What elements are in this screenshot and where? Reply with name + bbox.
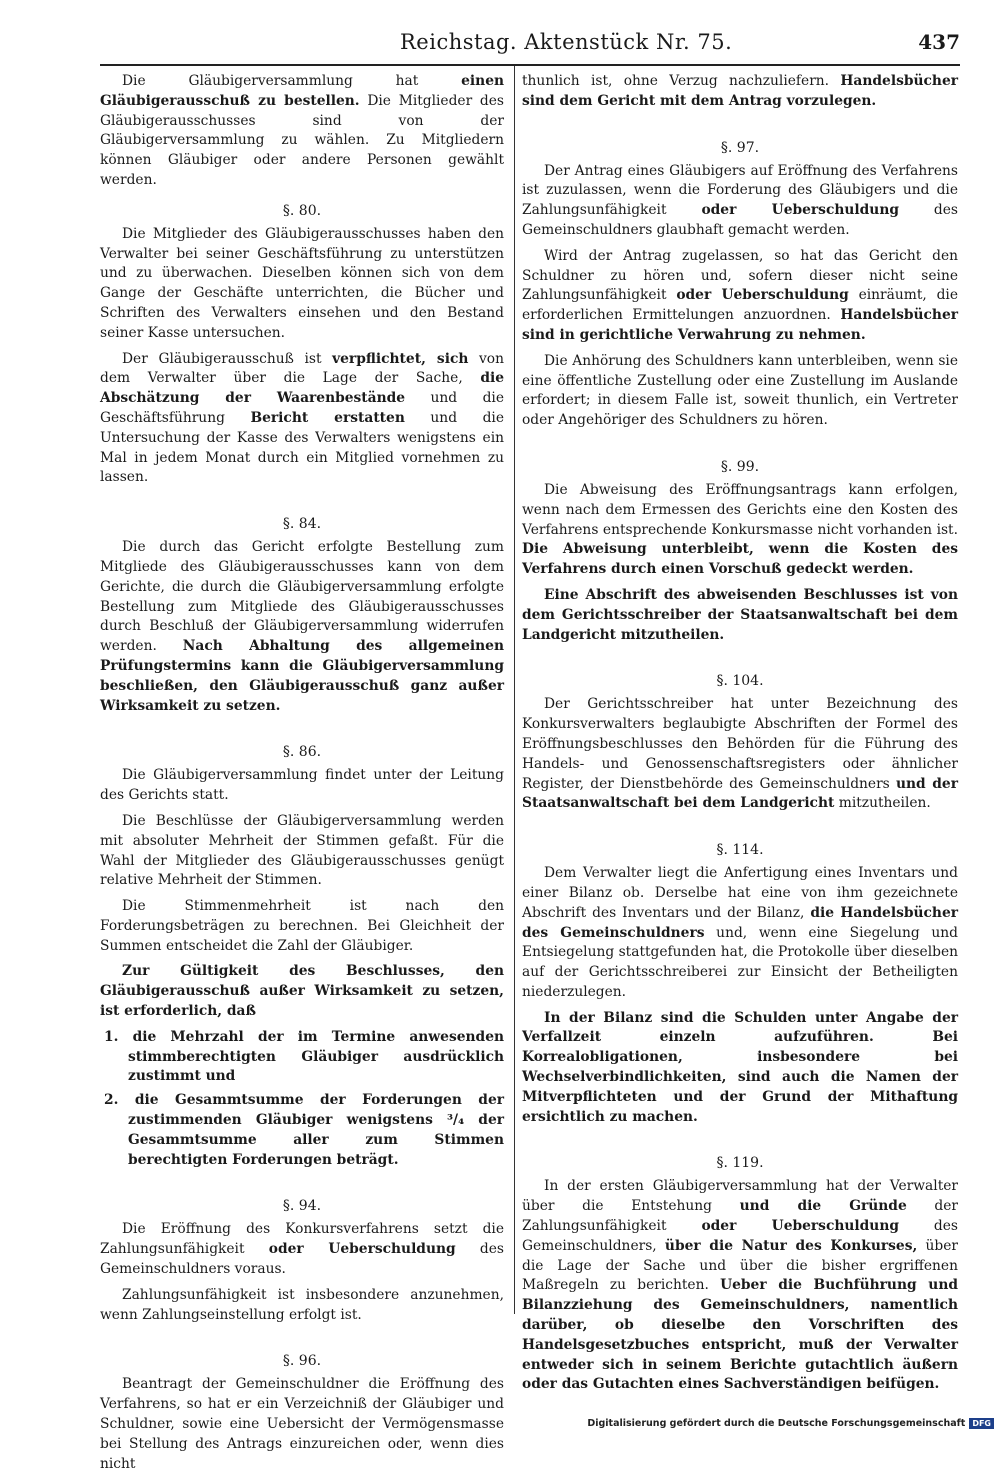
list-item: 2. die Gesammtsumme der Forderungen der zustimmenden Gläubiger wenigstens ³/₄ der Gesammtsumme aller zum Stimmen berechtigten Forderungen beträgt. (104, 1092, 504, 1168)
paragraph: Die Anhörung des Schuldners kann unterbleiben, wenn sie eine öffentliche Zustellung oder eine Zustellung im Auslande erfordert; in diesem Falle ist, soweit thunlich, ein Vertreter oder Angehöriger des Schuldners zu hören. (522, 352, 958, 429)
running-title: Reichstag. Aktenstück Nr. 75. (400, 30, 733, 54)
paragraph: Wird der Antrag zugelassen, so hat das Gericht den Schuldner zu hören und, sofern dieser nicht seine Zahlungsunfähigkeit oder Ueberschuldung einräumt, die erforderlichen Ermittelungen anzuordnen. Handelsbücher sind in gerichtliche Verwahrung zu nehmen. (522, 247, 958, 343)
header-rule (100, 64, 960, 66)
paragraph: Die Beschlüsse der Gläubigerversammlung werden mit absoluter Mehrheit der Stimmen gefaßt. Für die Wahl der Mitglieder des Gläubigerausschusses genügt relative Mehrheit der Stimmen. (100, 812, 504, 889)
paragraph: Die durch das Gericht erfolgte Bestellung zum Mitgliede des Gläubigerausschusses kann von dem Gerichte, die durch die Gläubigerversammlung erfolgte Bestellung zum Mitgliede des Gläubigerausschusses durch Beschluß der Gläubigerversammlung widerrufen werden. Nach Abhaltung des allgemeinen Prüfungstermins kann die Gläubigerversammlung beschließen, den Gläubigerausschuß ganz außer Wirksamkeit zu setzen. (100, 539, 504, 714)
paragraph: thunlich ist, ohne Verzug nachzuliefern. Handelsbücher sind dem Gericht mit dem Antrag vorzulegen. (522, 73, 958, 109)
paragraph: Zur Gültigkeit des Beschlusses, den Gläubigerausschuß außer Wirksamkeit zu setzen, ist erforderlich, daß (100, 963, 504, 1020)
paragraph: Beantragt der Gemeinschuldner die Eröffnung des Verfahrens, so hat er ein Verzeichniß der Gläubiger und Schuldner, sowie eine Uebersicht der Vermögensmasse bei Stellung des Antrags einzureichen oder, wenn dies nicht (100, 1376, 504, 1472)
section-heading-99: §. 99. (720, 458, 760, 475)
section-heading-119: §. 119. (716, 1155, 764, 1172)
paragraph: Die Gläubigerversammlung findet unter der Leitung des Gerichts statt. (100, 767, 504, 804)
section-heading-80: §. 80. (282, 202, 322, 219)
section-heading-114: §. 114. (716, 842, 764, 859)
paragraph: Der Gläubigerausschuß ist verpflichtet, sich von dem Verwalter über die Lage der Sache, die Abschätzung der Waarenbestände und die Geschäftsführung Bericht erstatten und die Untersuchung der Kasse des Verwalters wenigstens ein Mal in jedem Monat durch ein Mitglied vornehmen zu lassen. (100, 350, 504, 486)
list-item: 1. die Mehrzahl der im Termine anwesenden stimmberechtigten Gläubiger ausdrücklich zustimmt und (104, 1028, 504, 1085)
paragraph: In der ersten Gläubigerversammlung hat der Verwalter über die Entstehung und die Gründe der Zahlungsunfähigkeit oder Ueberschuldung des Gemeinschuldners, über die Natur des Konkurses, über die Lage der Sache und über die bisher ergriffenen Maßregeln zu berichten. Ueber die Buchführung und Bilanzziehung des Gemeinschuldners, namentlich darüber, ob dieselbe den Vorschriften des Handelsgesetzbuches entspricht, muß der Verwalter entweder sich in seinem Berichte gutachtlich äußern oder das Gutachten eines Sachverständigen beifügen. (522, 1178, 959, 1393)
paragraph: Die Abweisung des Eröffnungsantrags kann erfolgen, wenn nach dem Ermessen des Gerichts eine den Kosten des Verfahrens entsprechende Konkursmasse nicht vorhanden ist. Die Abweisung unterbleibt, wenn die Kosten des Verfahrens durch einen Vorschuß gedeckt werden. (522, 481, 958, 578)
section-heading-84: §. 84. (282, 516, 322, 533)
paragraph: Eine Abschrift des abweisenden Beschlusses ist von dem Gerichtsschreiber der Staatsanwaltschaft bei dem Landgericht mitzutheilen. (522, 586, 958, 643)
page-header (100, 30, 960, 62)
right-column (522, 72, 958, 1401)
dfg-logo-icon: DFG (969, 1418, 994, 1429)
section-heading-104: §. 104. (716, 673, 764, 690)
paragraph: Dem Verwalter liegt die Anfertigung eines Inventars und einer Bilanz ob. Derselbe hat eine von ihm gezeichnete Abschrift des Inventars und der Bilanz, die Handelsbücher des Gemeinschuldners und, wenn eine Siegelung und Entsiegelung stattgefunden hat, die Protokolle über dieselben auf der Gerichtsschreiberei zur Einsicht der Betheiligten niederzulegen. (522, 865, 958, 1000)
condition-list (100, 1028, 504, 1171)
section-heading-86: §. 86. (282, 744, 322, 761)
section-heading-97: §. 97. (720, 139, 760, 156)
paragraph: Die Stimmenmehrheit ist nach den Forderungsbeträgen zu berechnen. Bei Gleichheit der Summen entscheidet die Zahl der Gläubiger. (100, 898, 504, 954)
section-heading-94: §. 94. (282, 1198, 322, 1215)
paragraph: Die Mitglieder des Gläubigerausschusses haben den Verwalter bei seiner Geschäftsführung zu unterstützen und zu überwachen. Dieselben können sich von dem Gange der Geschäfte unterrichten, die Bücher und Schriften des Verwalters einsehen und den Bestand seiner Kasse untersuchen. (100, 225, 504, 341)
paragraph: Die Gläubigerversammlung hat einen Gläubigerausschuß zu bestellen. Die Mitglieder des Gläubigerausschusses sind von der Gläubigerversammlung zu wählen. Zu Mitgliedern können Gläubiger oder andere Personen gewählt werden. (100, 73, 504, 188)
page-number: 437 (918, 30, 960, 54)
paragraph: In der Bilanz sind die Schulden unter Angabe der Verfallzeit einzeln aufzuführen. Bei Korrealobligationen, insbesondere bei Wechselverbindlichkeiten, sind auch die Namen der Mitverpflichteten und der Grund der Mithaftung ersichtlich zu machen. (522, 1009, 958, 1125)
section-heading-96: §. 96. (282, 1353, 322, 1370)
footer-text: Digitalisierung gefördert durch die Deutsche Forschungsgemeinschaft (587, 1418, 966, 1429)
column-divider (514, 66, 515, 1314)
left-column (100, 72, 504, 1480)
paragraph: Der Gerichtsschreiber hat unter Bezeichnung des Konkursverwalters beglaubigte Abschriften der Formel des Eröffnungsbeschlusses den Behörden für die Führung des Handels- und Genossenschaftsregisters oder ähnlicher Register, der Dienstbehörde des Gemeinschuldners und der Staatsanwaltschaft bei dem Landgericht mitzutheilen. (522, 696, 958, 812)
paragraph: Die Eröffnung des Konkursverfahrens setzt die Zahlungsunfähigkeit oder Ueberschuldung des Gemeinschuldners voraus. (100, 1221, 504, 1278)
paragraph: Der Antrag eines Gläubigers auf Eröffnung des Verfahrens ist zuzulassen, wenn die Forderung des Gläubigers und die Zahlungsunfähigkeit oder Ueberschuldung des Gemeinschuldners glaubhaft gemacht werden. (522, 162, 958, 238)
digitization-footer (587, 1418, 994, 1429)
paragraph: Zahlungsunfähigkeit ist insbesondere anzunehmen, wenn Zahlungseinstellung erfolgt ist. (100, 1286, 504, 1323)
